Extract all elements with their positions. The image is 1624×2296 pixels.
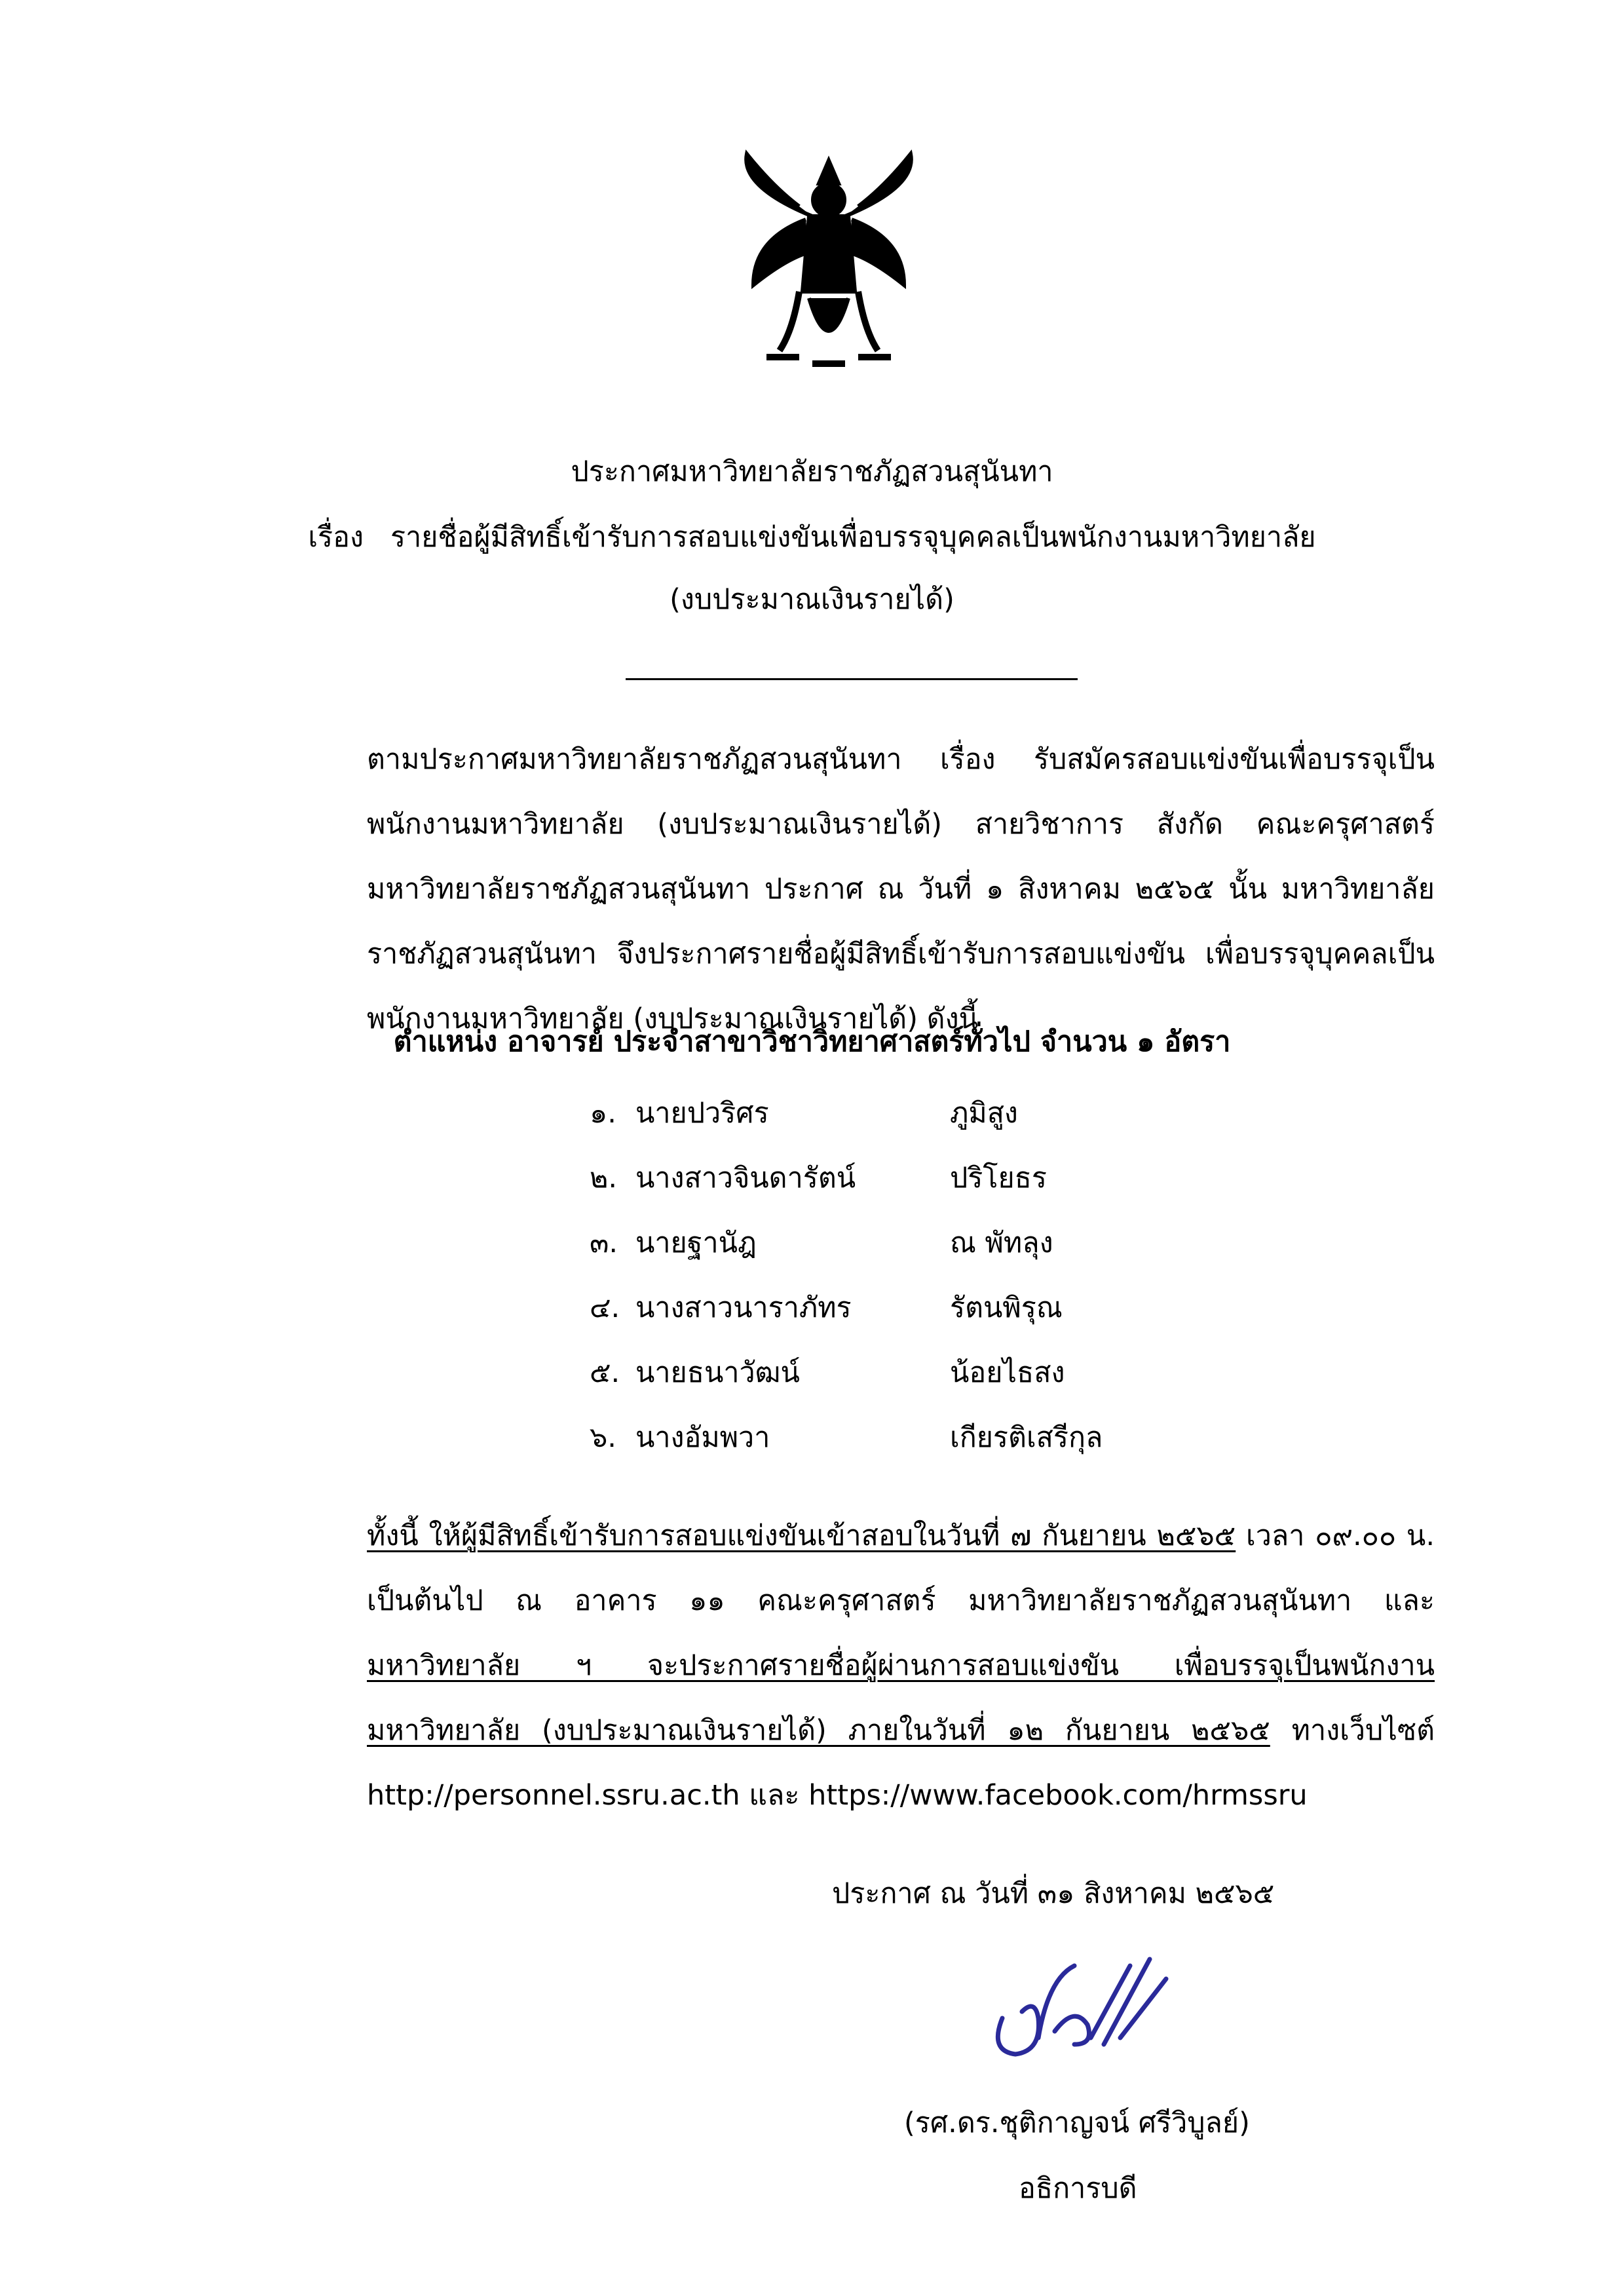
candidate-family-name: ภูมิสูง bbox=[950, 1097, 1018, 1130]
candidate-number: ๔. bbox=[590, 1292, 620, 1324]
website-text: ทางเว็บไซต์ http://personnel.ssru.ac.th และ https://www.facebook.com/hrmssru bbox=[367, 1714, 1435, 1812]
candidate-given-name: นายปวริศร bbox=[635, 1097, 769, 1130]
candidate-given-name: นายธนาวัฒน์ bbox=[635, 1356, 800, 1389]
candidate-family-name: ปริโยธร bbox=[950, 1162, 1048, 1195]
candidate-family-name: เกียรติเสรีกุล bbox=[950, 1421, 1103, 1454]
announcement-title: ประกาศมหาวิทยาลัยราชภัฏสวนสุนันทา bbox=[571, 455, 1053, 488]
signer-title: อธิการบดี bbox=[1019, 2172, 1137, 2205]
candidate-number: ๒. bbox=[590, 1162, 618, 1195]
candidate-given-name: นางสาวนาราภัทร bbox=[635, 1292, 852, 1324]
intro-text: ตามประกาศมหาวิทยาลัยราชภัฏสวนสุนันทา เรื่อง รับสมัครสอบแข่งขันเพื่อบรรจุเป็นพนักงานมหาวิทยาลัย (งบประมาณเงินรายได้) สายวิชาการ สังกัด คณะครุศาสตร์ มหาวิทยาลัยราชภัฏสวนสุนันทา ประกาศ ณ วันที่ ๑ สิงหาคม ๒๕๖๕ นั้น มหาวิทยาลัยราชภัฏสวนสุนันทา จึงประกาศรายชื่อผู้มีสิทธิ์เข้ารับการสอบแข่งขัน เพื่อบรรจุบุคคลเป็นพนักงานมหาวิทยาลัย (งบประมาณเงินรายได้) ดังนี้ bbox=[367, 743, 1435, 1035]
subject-label: เรื่อง bbox=[308, 521, 364, 554]
candidate-number: ๓. bbox=[590, 1227, 618, 1259]
exam-venue-text: เวลา ๐๙.๐๐ น. เป็นต้นไป ณ อาคาร ๑๑ คณะครุศาสตร์ มหาวิทยาลัยราชภัฏสวนสุนันทา และ bbox=[367, 1520, 1435, 1617]
signature-icon bbox=[976, 1940, 1173, 2077]
position-title: ตำแหน่ง อาจารย์ ประจำสาขาวิชาวิทยาศาสตร์ทั่วไป จำนวน ๑ อัตรา bbox=[393, 1025, 1231, 1058]
candidate-number: ๖. bbox=[590, 1421, 616, 1454]
exam-date-text: ทั้งนี้ ให้ผู้มีสิทธิ์เข้ารับการสอบแข่งขันเข้าสอบในวันที่ ๗ กันยายน ๒๕๖๕ bbox=[367, 1520, 1236, 1552]
candidate-family-name: รัตนพิรุณ bbox=[950, 1292, 1063, 1324]
candidate-given-name: นางอัมพวา bbox=[635, 1421, 770, 1454]
closing-paragraph bbox=[190, 1504, 1435, 1828]
signer-name: (รศ.ดร.ชุติกาญจน์ ศรีวิบูลย์) bbox=[904, 2107, 1250, 2139]
subject-text: รายชื่อผู้มีสิทธิ์เข้ารับการสอบแข่งขันเพื่อบรรจุบุคคลเป็นพนักงานมหาวิทยาลัย bbox=[390, 521, 1316, 554]
announcement-date: ประกาศ ณ วันที่ ๓๑ สิงหาคม ๒๕๖๕ bbox=[832, 1877, 1275, 1910]
garuda-emblem-icon bbox=[727, 147, 930, 383]
results-announcement-text: มหาวิทยาลัย ฯ จะประกาศรายชื่อผู้ผ่านการสอบแข่งขัน เพื่อบรรจุเป็นพนักงานมหาวิทยาลัย (งบประมาณเงินรายได้) ภายในวันที่ ๑๒ กันยายน ๒๕๖๕ bbox=[367, 1649, 1435, 1747]
candidate-given-name: นายฐานัฎ bbox=[635, 1227, 757, 1259]
candidate-number: ๕. bbox=[590, 1356, 620, 1389]
candidate-family-name: ณ พัทลุง bbox=[950, 1227, 1053, 1259]
candidate-given-name: นางสาวจินดารัตน์ bbox=[635, 1162, 856, 1195]
title-divider bbox=[626, 678, 1078, 680]
candidate-number: ๑. bbox=[590, 1097, 616, 1130]
candidate-family-name: น้อยไธสง bbox=[950, 1356, 1065, 1389]
announcement-subject bbox=[0, 518, 1624, 557]
budget-note: (งบประมาณเงินรายได้) bbox=[670, 583, 954, 616]
intro-paragraph bbox=[190, 727, 1435, 1052]
